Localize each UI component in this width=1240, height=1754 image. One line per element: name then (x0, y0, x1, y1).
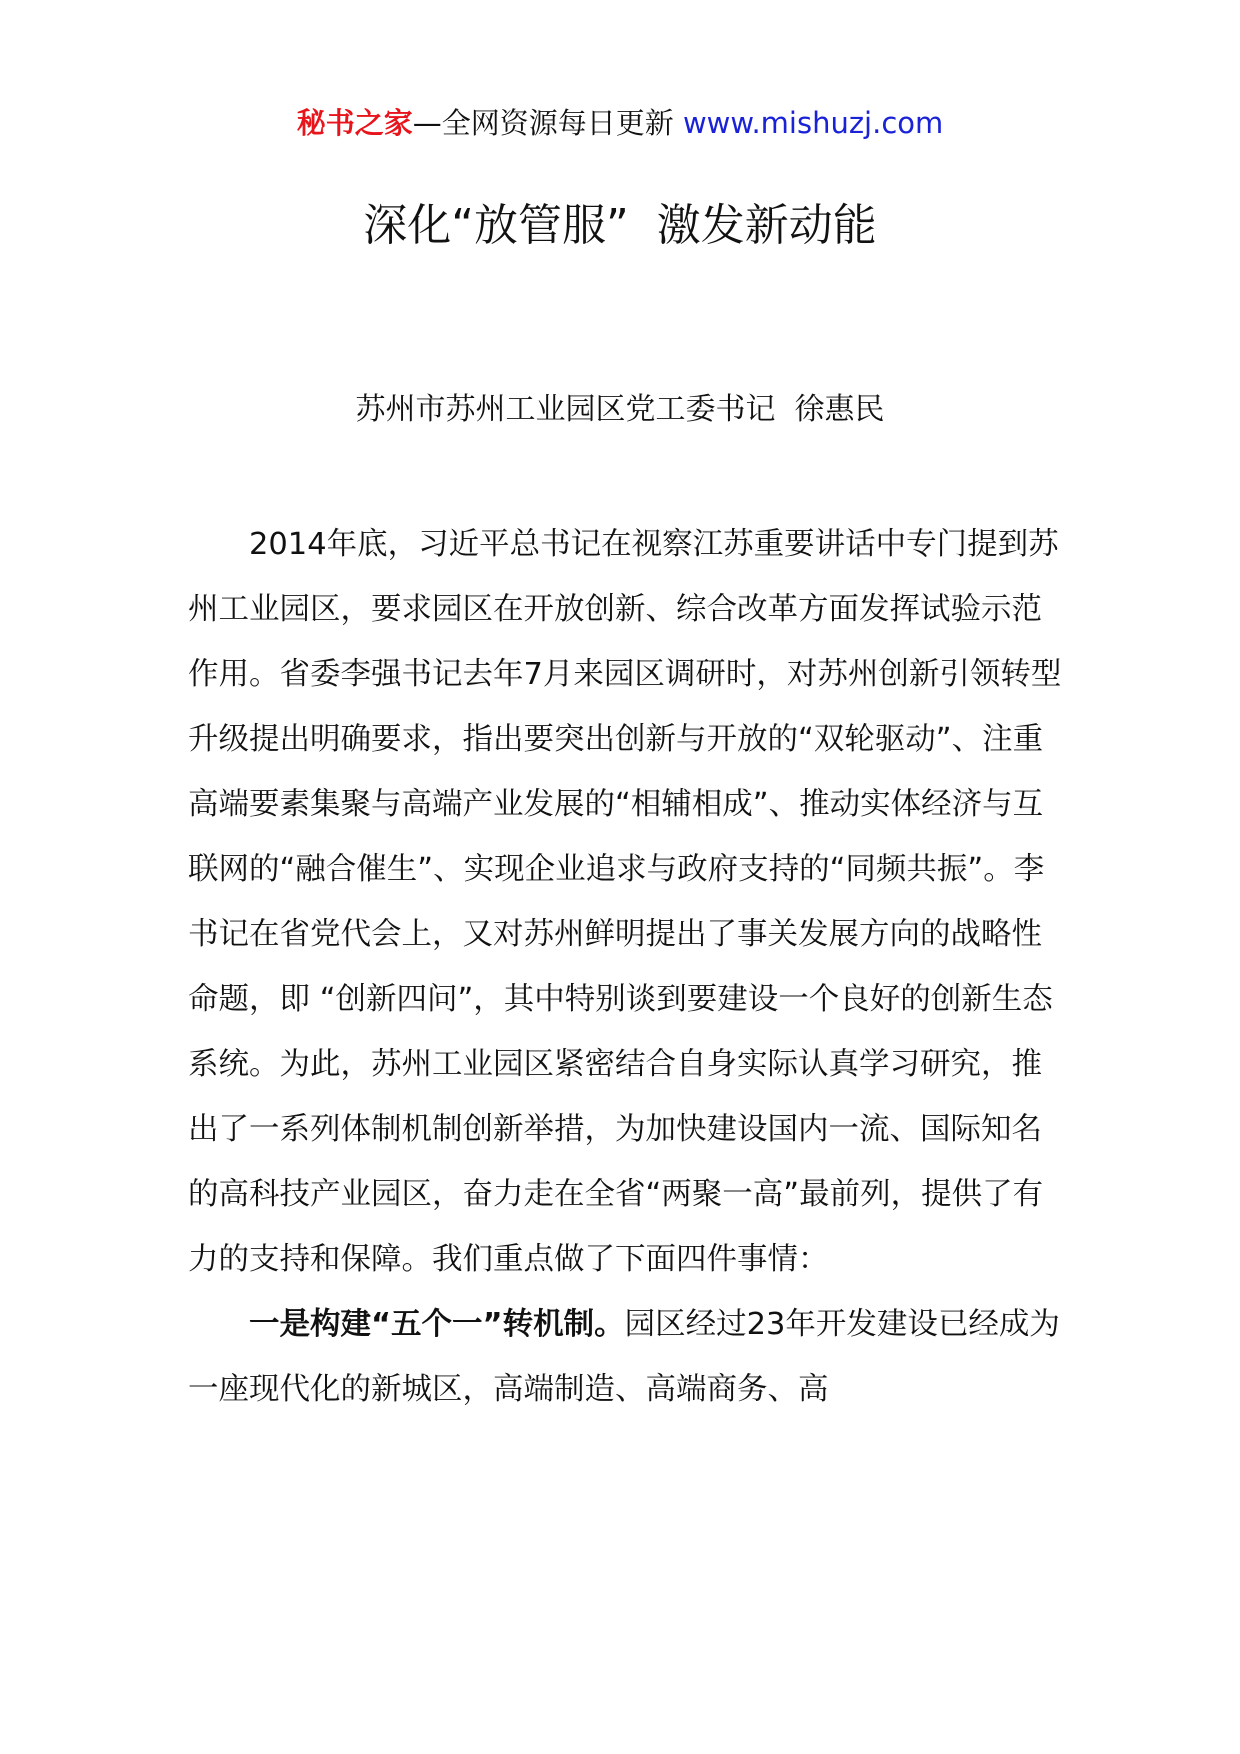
paragraph-text: 2014年底，习近平总书记在视察江苏重要讲话中专门提到苏州工业园区，要求园区在开放创新、综合改革方面发挥试验示范作用。省委李强书记去年7月来园区调研时，对苏州创新引领转型升级提出明确要求，指出要突出创新与开放的“双轮驱动”、注重高端要素集聚与高端产业发展的“相辅相成”、推动实体经济与互联网的“融合催生”、实现企业追求与政府支持的“同频共振”。李书记在省党代会上，又对苏州鲜明提出了事关发展方向的战略性命题，即 “创新四问”，其中特别谈到要建设一个良好的创新生态系统。为此，苏州工业园区紧密结合自身实际认真学习研究，推出了一系列体制机制创新举措，为加快建设国内一流、国际知名的高科技产业园区，奋力走在全省“两聚一高”最前列，提供了有力的支持和保障。我们重点做了下面四件事情： (188, 527, 1062, 1277)
author-byline: 苏州市苏州工业园区党工委书记 徐惠民 (355, 392, 885, 427)
document-title: 深化“放管服” 激发新动能 (363, 200, 877, 251)
paragraph-text: 园区经过23年开发建设已经成为一座现代化的新城区，高端制造、高端商务、高 (188, 1307, 1060, 1407)
site-url-link[interactable]: www.mishuzj.com (682, 106, 944, 140)
site-header (0, 103, 1240, 143)
paragraph-lead: 一是构建“五个一”转机制。 (249, 1307, 625, 1342)
document-body (188, 512, 1068, 1422)
paragraph (188, 512, 1068, 1292)
paragraph (188, 1292, 1068, 1422)
header-tagline: —全网资源每日更新 (412, 106, 683, 140)
brand-name: 秘书之家 (296, 106, 413, 140)
